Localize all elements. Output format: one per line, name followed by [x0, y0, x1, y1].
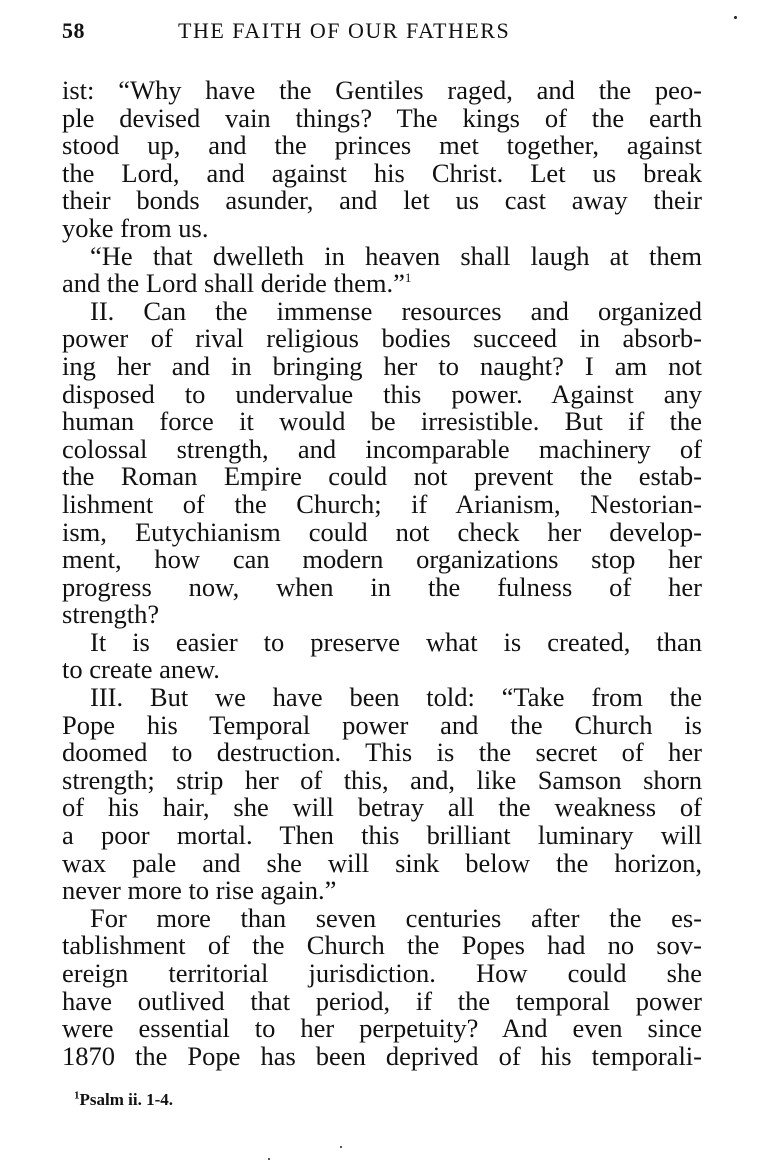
- text-line: power of rival religious bodies succeed in absorb-: [62, 323, 702, 354]
- scan-speck: [340, 1146, 342, 1148]
- text-line: ism, Eutychianism could not check her develop-: [62, 516, 702, 547]
- text-line: [62, 270, 702, 298]
- scan-speck: [734, 16, 737, 19]
- running-title: THE FAITH OF OUR FATHERS: [178, 18, 511, 43]
- scan-speck: [268, 1158, 270, 1160]
- page-header: [62, 18, 702, 48]
- text-line: the Lord, and against his Christ. Let us break: [62, 157, 702, 188]
- text-line: have outlived that period, if the temporal power: [62, 985, 702, 1016]
- text-line: the Roman Empire could not prevent the estab-: [62, 461, 702, 492]
- text-line: strength; strip her of this, and, like Samson shorn: [62, 764, 702, 795]
- text-line: to create anew.: [62, 654, 220, 685]
- text-line: of his hair, she will betray all the weakness of: [62, 792, 702, 823]
- footnote-text: Psalm ii. 1-4.: [79, 1090, 173, 1109]
- body-text: [62, 77, 702, 1070]
- text-line: their bonds asunder, and let us cast away their: [62, 185, 702, 216]
- text-line: never more to rise again.”: [62, 875, 337, 906]
- text-line: yoke from us.: [62, 212, 209, 243]
- text-line: ple devised vain things? The kings of the earth: [62, 102, 702, 133]
- text-line: It is easier to preserve what is created, than: [90, 626, 702, 657]
- text-line: lishment of the Church; if Arianism, Nestorian-: [62, 488, 702, 519]
- text-line: Pope his Temporal power and the Church is: [62, 709, 702, 740]
- text-line: progress now, when in the fulness of her: [62, 571, 702, 602]
- text-line: For more than seven centuries after the es-: [90, 902, 702, 933]
- text-line: III. But we have been told: “Take from the: [90, 682, 702, 713]
- text-line: ereign territorial jurisdiction. How could she: [62, 958, 702, 988]
- text-line: ing her and in bringing her to naught? I am not: [62, 350, 702, 381]
- text-line: tablishment of the Church the Popes had no sov-: [62, 930, 702, 961]
- text-line: wax pale and she will sink below the horizon,: [62, 847, 702, 878]
- text-line: a poor mortal. Then this brilliant luminary will: [62, 820, 702, 851]
- text-line: II. Can the immense resources and organized: [90, 295, 702, 326]
- footnote-mark: 1: [74, 1089, 80, 1102]
- text-line: colossal strength, and incomparable machinery of: [62, 433, 702, 464]
- page-number: 58: [62, 18, 85, 43]
- text-line: ment, how can modern organizations stop her: [62, 544, 702, 575]
- text-line: strength?: [62, 599, 160, 630]
- footnote-reference: 1: [404, 270, 412, 286]
- footnote: [74, 1090, 173, 1110]
- text-line: human force it would be irresistible. But if the: [62, 406, 702, 437]
- text-line-content: and the Lord shall deride them.”: [62, 268, 405, 299]
- text-line: were essential to her perpetuity? And even since: [62, 1013, 702, 1044]
- text-line: doomed to destruction. This is the secret of her: [62, 737, 702, 768]
- text-line: “He that dwelleth in heaven shall laugh at them: [90, 240, 702, 271]
- text-line: ist: “Why have the Gentiles raged, and the peo-: [62, 75, 702, 105]
- text-line: 1870 the Pope has been deprived of his temporali-: [62, 1040, 702, 1071]
- text-line: disposed to undervalue this power. Against any: [62, 378, 702, 409]
- text-line: stood up, and the princes met together, against: [62, 130, 702, 161]
